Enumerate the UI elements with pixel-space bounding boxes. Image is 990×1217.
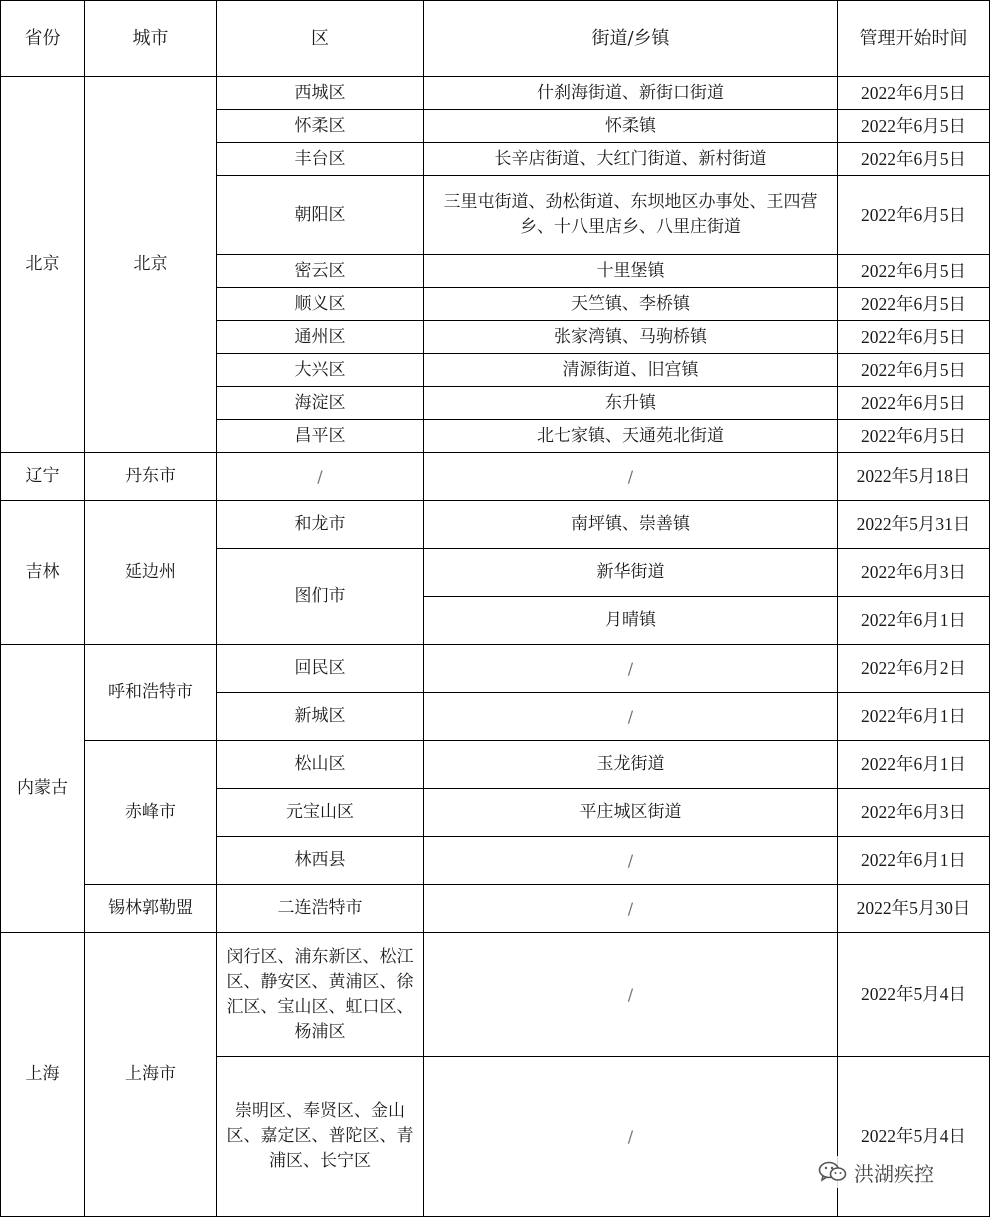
- district-cell: 昌平区: [217, 420, 424, 453]
- district-cell: 新城区: [217, 693, 424, 741]
- street-cell: /: [424, 693, 838, 741]
- district-cell: 闵行区、浦东新区、松江区、静安区、黄浦区、徐汇区、宝山区、虹口区、杨浦区: [217, 933, 424, 1057]
- street-cell: /: [424, 933, 838, 1057]
- street-cell: 长辛店街道、大红门街道、新村街道: [424, 143, 838, 176]
- date-cell: 2022年6月5日: [838, 354, 990, 387]
- district-cell: 顺义区: [217, 288, 424, 321]
- header-start-time: 管理开始时间: [838, 1, 990, 77]
- street-cell: 三里屯街道、劲松街道、东坝地区办事处、王四营乡、十八里店乡、八里庄街道: [424, 176, 838, 255]
- table-row: [1, 77, 990, 110]
- district-cell: 林西县: [217, 837, 424, 885]
- province-cell: 吉林: [1, 501, 85, 645]
- date-cell: 2022年6月5日: [838, 420, 990, 453]
- date-cell: 2022年6月5日: [838, 77, 990, 110]
- watermark-text: 洪湖疾控: [854, 1161, 934, 1186]
- district-cell: 西城区: [217, 77, 424, 110]
- street-cell: 玉龙街道: [424, 741, 838, 789]
- street-cell: 天竺镇、李桥镇: [424, 288, 838, 321]
- city-cell: 锡林郭勒盟: [85, 885, 217, 933]
- table-row: [1, 741, 990, 789]
- header-city: 城市: [85, 1, 217, 77]
- street-cell: /: [424, 645, 838, 693]
- header-district: 区: [217, 1, 424, 77]
- date-cell: 2022年6月1日: [838, 741, 990, 789]
- district-cell: /: [217, 453, 424, 501]
- date-cell: 2022年6月3日: [838, 789, 990, 837]
- date-cell: 2022年6月5日: [838, 110, 990, 143]
- street-cell: /: [424, 837, 838, 885]
- street-cell: 怀柔镇: [424, 110, 838, 143]
- table-row: [1, 645, 990, 693]
- district-cell: 大兴区: [217, 354, 424, 387]
- header-street: 街道/乡镇: [424, 1, 838, 77]
- street-cell: /: [424, 453, 838, 501]
- date-cell: 2022年6月5日: [838, 321, 990, 354]
- date-cell: 2022年6月5日: [838, 255, 990, 288]
- province-cell: 上海: [1, 933, 85, 1217]
- street-cell: 什刹海街道、新街口街道: [424, 77, 838, 110]
- street-cell: 清源街道、旧宫镇: [424, 354, 838, 387]
- district-cell: 二连浩特市: [217, 885, 424, 933]
- date-cell: 2022年6月5日: [838, 176, 990, 255]
- district-cell: 通州区: [217, 321, 424, 354]
- date-cell: 2022年5月4日: [838, 1057, 990, 1217]
- city-cell: 上海市: [85, 933, 217, 1217]
- street-cell: 平庄城区街道: [424, 789, 838, 837]
- province-cell: 辽宁: [1, 453, 85, 501]
- city-cell: 延边州: [85, 501, 217, 645]
- date-cell: 2022年6月1日: [838, 837, 990, 885]
- city-cell: 丹东市: [85, 453, 217, 501]
- date-cell: 2022年5月18日: [838, 453, 990, 501]
- district-cell: 松山区: [217, 741, 424, 789]
- district-cell: 密云区: [217, 255, 424, 288]
- city-cell: 呼和浩特市: [85, 645, 217, 741]
- date-cell: 2022年6月5日: [838, 143, 990, 176]
- district-cell: 海淀区: [217, 387, 424, 420]
- city-cell: 北京: [85, 77, 217, 453]
- district-cell: 朝阳区: [217, 176, 424, 255]
- street-cell: 十里堡镇: [424, 255, 838, 288]
- table-row: [1, 453, 990, 501]
- district-cell: 回民区: [217, 645, 424, 693]
- street-cell: 东升镇: [424, 387, 838, 420]
- date-cell: 2022年5月30日: [838, 885, 990, 933]
- date-cell: 2022年6月1日: [838, 693, 990, 741]
- date-cell: 2022年6月2日: [838, 645, 990, 693]
- street-cell: 张家湾镇、马驹桥镇: [424, 321, 838, 354]
- date-cell: 2022年6月5日: [838, 288, 990, 321]
- street-cell: 北七家镇、天通苑北街道: [424, 420, 838, 453]
- date-cell: 2022年6月3日: [838, 549, 990, 597]
- street-cell: /: [424, 1057, 838, 1217]
- street-cell: 新华街道: [424, 549, 838, 597]
- header-row: [1, 1, 990, 77]
- city-cell: 赤峰市: [85, 741, 217, 885]
- province-cell: 北京: [1, 77, 85, 453]
- table-row: [1, 933, 990, 1057]
- district-cell: 图们市: [217, 549, 424, 645]
- province-cell: 内蒙古: [1, 645, 85, 933]
- district-cell: 崇明区、奉贤区、金山区、嘉定区、普陀区、青浦区、长宁区: [217, 1057, 424, 1217]
- wechat-icon: [818, 1160, 848, 1184]
- table-row: [1, 885, 990, 933]
- date-cell: 2022年6月1日: [838, 597, 990, 645]
- district-cell: 丰台区: [217, 143, 424, 176]
- street-cell: /: [424, 885, 838, 933]
- district-cell: 元宝山区: [217, 789, 424, 837]
- watermark: [818, 1156, 968, 1188]
- district-cell: 和龙市: [217, 501, 424, 549]
- street-cell: 月晴镇: [424, 597, 838, 645]
- date-cell: 2022年5月4日: [838, 933, 990, 1057]
- date-cell: 2022年6月5日: [838, 387, 990, 420]
- district-cell: 怀柔区: [217, 110, 424, 143]
- street-cell: 南坪镇、崇善镇: [424, 501, 838, 549]
- date-cell: 2022年5月31日: [838, 501, 990, 549]
- table-row: [1, 501, 990, 549]
- header-province: 省份: [1, 1, 85, 77]
